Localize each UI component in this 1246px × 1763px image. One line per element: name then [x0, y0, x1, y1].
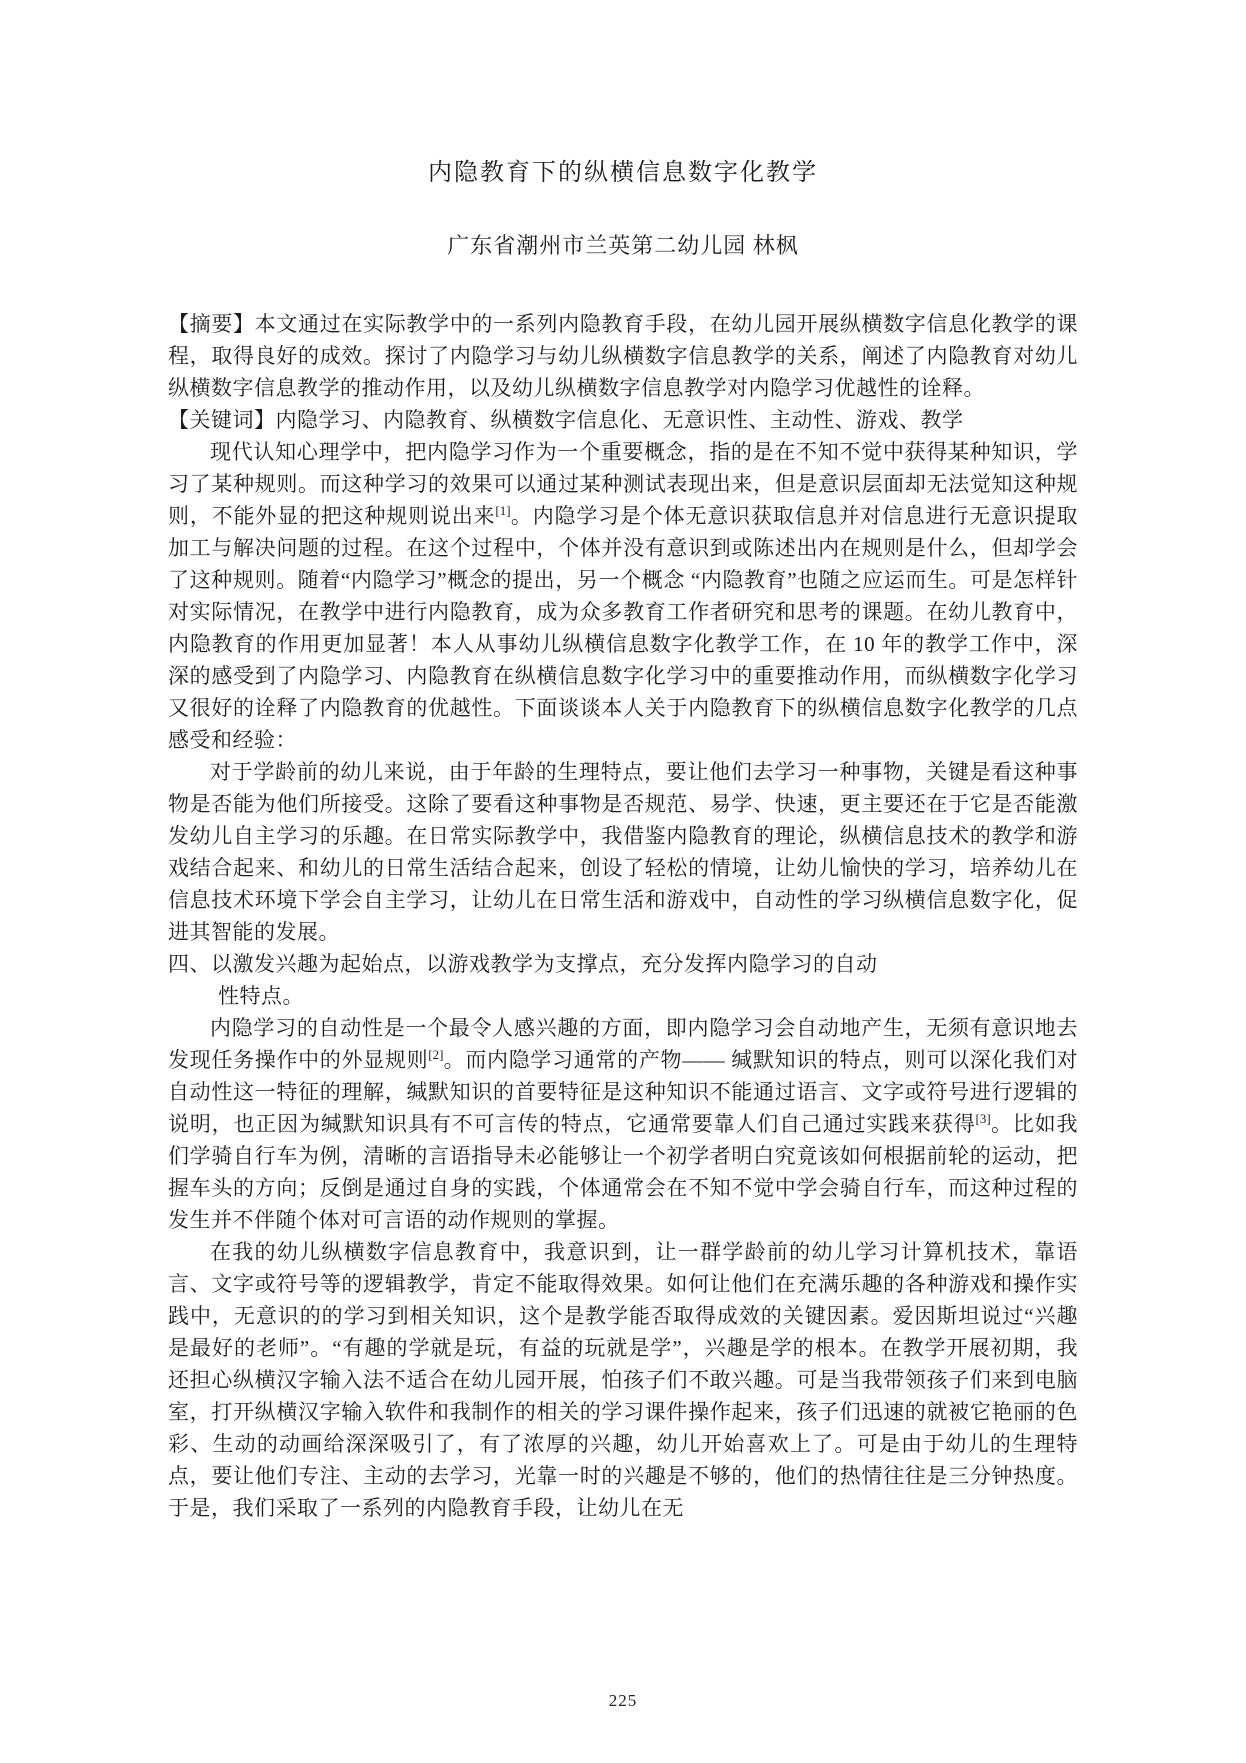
footnote-ref: [3] — [975, 1111, 991, 1126]
document-body — [168, 308, 1078, 1524]
keywords-paragraph — [168, 404, 1078, 436]
para-preschool-acceptance — [168, 756, 1078, 948]
footnote-ref: [2] — [428, 1047, 444, 1062]
text-run: 【摘要】本文通过在实际教学中的一系列内隐教育手段，在幼儿园开展纵横数字信息化教学的课程，取得良好的成效。探讨了内隐学习与幼儿纵横数字信息教学的关系，阐述了内隐教育对幼儿纵横数字信息教学的推动作用，以及幼儿纵横数字信息教学对内隐学习优越性的诠释。 — [168, 312, 1078, 400]
abstract-paragraph — [168, 308, 1078, 404]
text-run: 。比如我们学骑自行车为例，清晰的言语指导未必能够让一个初学者明白究竟该如何根据前轮的运动，把握车头的方向；反倒是通过自身的实践，个体通常会在不知不觉中学会骑自行车，而这种过程的发生并不伴随个体对可言语的动作规则的掌握。 — [168, 1112, 1079, 1232]
para-computer-teaching-interest — [168, 1236, 1078, 1524]
footnote-ref: [1] — [495, 503, 511, 518]
text-run: 。而内隐学习通常的产物—— 缄默知识的特点，则可以深化我们对自动性这一特征的理解，缄默知识的首要特征是这种知识不能通过语言、文字或符号进行逻辑的说明，也正因为缄默知识具有不可言传的特点，它通常要靠人们自己通过实践来获得 — [168, 1048, 1079, 1136]
text-run: 【关键词】内隐学习、内隐教育、纵横数字信息化、无意识性、主动性、游戏、教学 — [168, 408, 964, 432]
author-line: 广东省潮州市兰英第二幼儿园 林枫 — [447, 233, 799, 258]
para-automaticity-tacit-knowledge — [168, 1012, 1078, 1236]
para-implicit-learning-concept — [168, 436, 1078, 756]
text-run: 性特点。 — [218, 984, 304, 1008]
text-run: 。内隐学习是个体无意识获取信息并对信息进行无意识提取加工与解决问题的过程。在这个过程中，个体并没有意识到或陈述出内在规则是什么，但却学会了这种规则。随着“内隐学习”概念的提出，另一个概念 “内隐教育”也随之应运而生。可是怎样针对实际情况，在教学中进行内隐教育，成为众多教育工作者研究和思考的课题。在幼儿教育中，内隐教育的作用更加显著！本人从事幼儿纵横信息数字化教学工作，在 10 年的教学工作中，深深的感受到了内隐学习、内隐教育在纵横信息数字化学习中的重要推动作用，而纵横数字化学习又很好的诠释了内隐教育的优越性。下面谈谈本人关于内隐教育下的纵横信息数字化教学的几点感受和经验： — [168, 504, 1078, 752]
text-run: 现代认知心理学中，把内隐学习作为一个重要概念，指的是在不知不觉中获得某种知识，学习了某种规则。而这种学习的效果可以通过某种测试表现出来，但是意识层面却无法觉知这种规则，不能外显的把这种规则说出来 — [168, 440, 1078, 528]
page-title: 内隐教育下的纵横信息数字化教学 — [428, 160, 818, 186]
text-run: 对于学龄前的幼儿来说，由于年龄的生理特点，要让他们去学习一种事物，关键是看这种事物是否能为他们所接受。这除了要看这种事物是否规范、易学、快速，更主要还在于它是否能激发幼儿自主学习的乐趣。在日常实际教学中，我借鉴内隐教育的理论，纵横信息技术的教学和游戏结合起来、和幼儿的日常生活结合起来，创设了轻松的情境，让幼儿愉快的学习，培养幼儿在信息技术环境下学会自主学习，让幼儿在日常生活和游戏中，自动性的学习纵横信息数字化，促进其智能的发展。 — [168, 760, 1078, 944]
document-content — [168, 0, 1078, 1524]
text-run: 四、以激发兴趣为起始点，以游戏教学为支撑点，充分发挥内隐学习的自动 — [168, 952, 878, 976]
text-run: 内隐学习的自动性是一个最令人感兴趣的方面，即内隐学习会自动地产生，无须有意识地去发现任务操作中的外显规则 — [168, 1016, 1078, 1072]
section-heading-four — [168, 948, 1078, 1012]
text-run: 在我的幼儿纵横数字信息教育中，我意识到，让一群学龄前的幼儿学习计算机技术，靠语言、文字或符号等的逻辑教学，肯定不能取得效果。如何让他们在充满乐趣的各种游戏和操作实践中，无意识的的学习到相关知识，这个是教学能否取得成效的关键因素。爱因斯坦说过“兴趣是最好的老师”。“有趣的学就是玩，有益的玩就是学”，兴趣是学的根本。在教学开展初期，我还担心纵横汉字输入法不适合在幼儿园开展，怕孩子们不敢兴趣。可是当我带领孩子们来到电脑室，打开纵横汉字输入软件和我制作的相关的学习课件操作起来，孩子们迅速的就被它艳丽的色彩、生动的动画给深深吸引了，有了浓厚的兴趣，幼儿开始喜欢上了。可是由于幼儿的生理特点，要让他们专注、主动的去学习，光靠一时的兴趣是不够的，他们的热情往往是三分钟热度。于是，我们采取了一系列的内隐教育手段，让幼儿在无 — [168, 1240, 1078, 1520]
page-number: 225 — [608, 1691, 638, 1710]
